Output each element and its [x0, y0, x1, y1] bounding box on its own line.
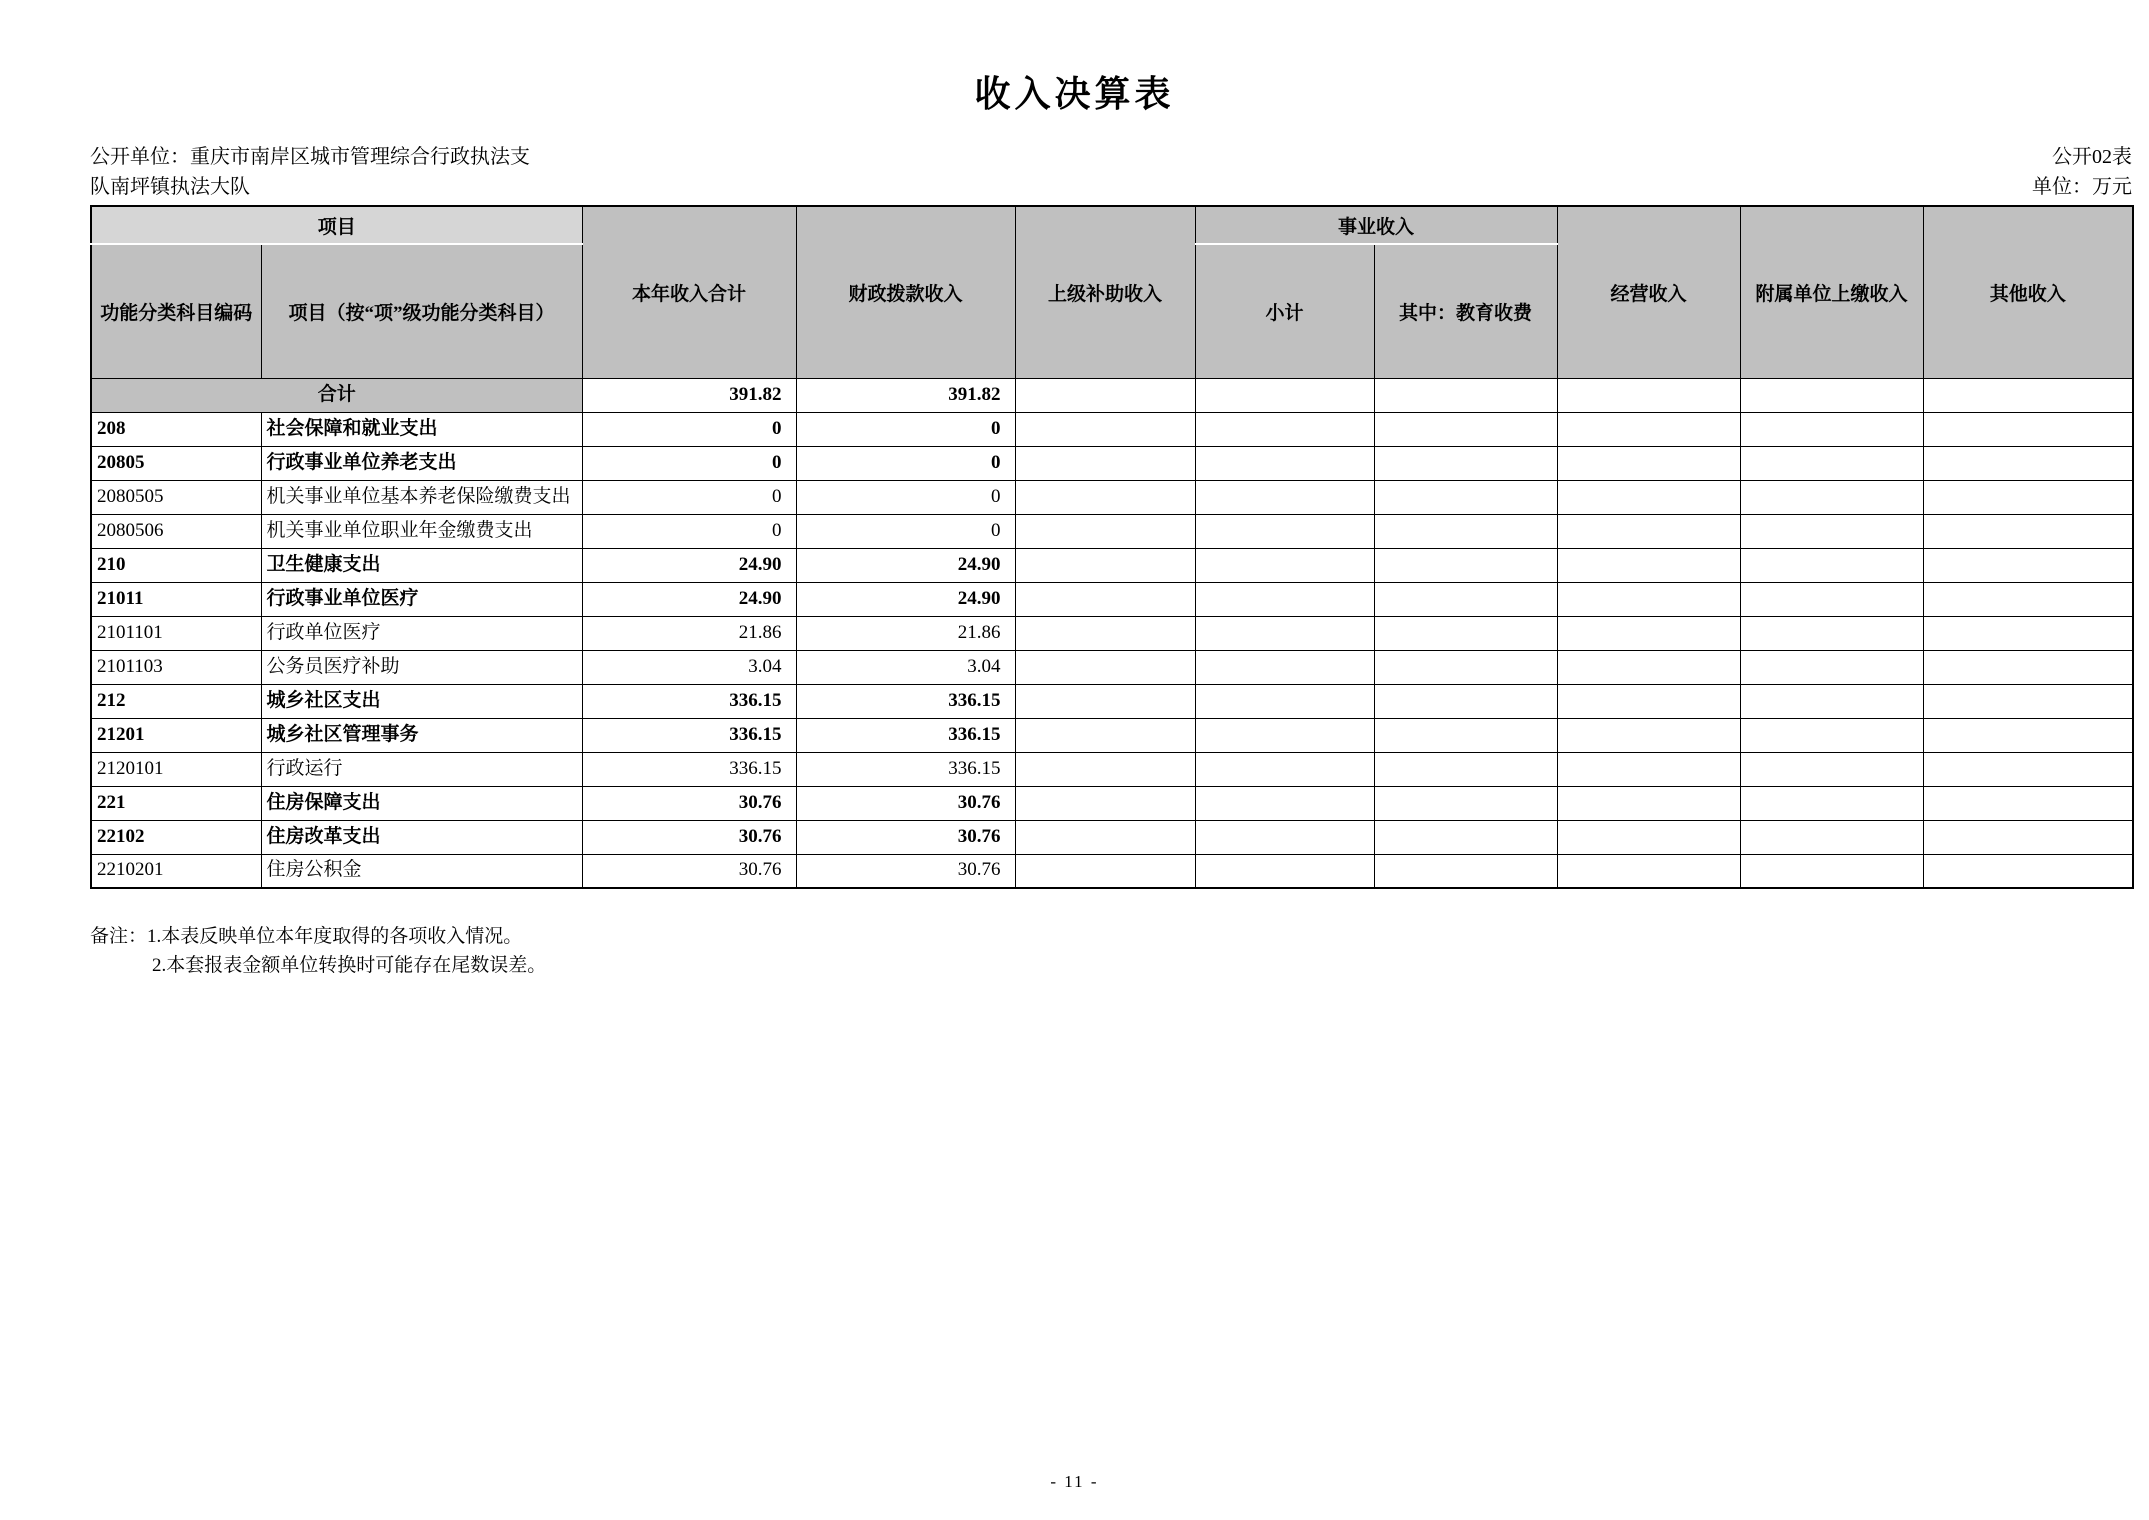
- row-item-name: 卫生健康支出: [261, 548, 582, 582]
- row-affiliated: [1740, 752, 1923, 786]
- table-row: [91, 650, 2133, 684]
- row-operating: [1557, 514, 1740, 548]
- row-subtotal: [1195, 548, 1374, 582]
- row-fiscal: 21.86: [796, 616, 1015, 650]
- row-other: [1923, 718, 2133, 752]
- row-subtotal: [1195, 514, 1374, 548]
- row-fiscal: 0: [796, 480, 1015, 514]
- header-operating-income: 经营收入: [1557, 206, 1740, 378]
- row-item-name: 住房公积金: [261, 854, 582, 888]
- header-item: 项目（按“项”级功能分类科目）: [261, 244, 582, 378]
- row-subtotal: [1195, 650, 1374, 684]
- row-function-code: 2210201: [91, 854, 261, 888]
- row-superior: [1015, 820, 1195, 854]
- row-superior: [1015, 684, 1195, 718]
- footnotes: [90, 922, 546, 981]
- row-year-total: 0: [582, 446, 796, 480]
- row-year-total: 24.90: [582, 582, 796, 616]
- total-superior: [1015, 378, 1195, 412]
- total-row: [91, 378, 2133, 412]
- row-superior: [1015, 752, 1195, 786]
- currency-unit-label: 单位：万元: [2032, 176, 2132, 198]
- row-fiscal: 336.15: [796, 684, 1015, 718]
- publishing-unit-line2: 队南坪镇执法大队: [90, 176, 250, 198]
- table-row: [91, 718, 2133, 752]
- row-operating: [1557, 616, 1740, 650]
- row-operating: [1557, 752, 1740, 786]
- table-row: [91, 514, 2133, 548]
- total-other: [1923, 378, 2133, 412]
- row-other: [1923, 480, 2133, 514]
- header-function-code: 功能分类科目编码: [91, 244, 261, 378]
- row-function-code: 2080506: [91, 514, 261, 548]
- row-superior: [1015, 650, 1195, 684]
- row-affiliated: [1740, 650, 1923, 684]
- header-subtotal: 小计: [1195, 244, 1374, 378]
- table-row: [91, 854, 2133, 888]
- row-affiliated: [1740, 582, 1923, 616]
- publishing-unit-line1: 公开单位：重庆市南岸区城市管理综合行政执法支: [90, 146, 530, 168]
- row-education: [1374, 786, 1557, 820]
- table-row: [91, 616, 2133, 650]
- row-function-code: 22102: [91, 820, 261, 854]
- row-affiliated: [1740, 412, 1923, 446]
- row-subtotal: [1195, 718, 1374, 752]
- table-row: [91, 412, 2133, 446]
- row-operating: [1557, 684, 1740, 718]
- sheet-number-label: 公开02表: [2052, 146, 2132, 168]
- row-education: [1374, 480, 1557, 514]
- row-operating: [1557, 786, 1740, 820]
- header-education-fee: 其中：教育收费: [1374, 244, 1557, 378]
- row-fiscal: 0: [796, 412, 1015, 446]
- row-function-code: 2120101: [91, 752, 261, 786]
- row-other: [1923, 786, 2133, 820]
- row-superior: [1015, 718, 1195, 752]
- table-row: [91, 480, 2133, 514]
- row-other: [1923, 684, 2133, 718]
- row-operating: [1557, 412, 1740, 446]
- row-subtotal: [1195, 854, 1374, 888]
- row-superior: [1015, 548, 1195, 582]
- total-year-total: 391.82: [582, 378, 796, 412]
- row-other: [1923, 514, 2133, 548]
- row-year-total: 0: [582, 480, 796, 514]
- row-affiliated: [1740, 514, 1923, 548]
- row-item-name: 行政事业单位养老支出: [261, 446, 582, 480]
- row-education: [1374, 718, 1557, 752]
- row-year-total: 336.15: [582, 718, 796, 752]
- row-item-name: 城乡社区支出: [261, 684, 582, 718]
- row-affiliated: [1740, 616, 1923, 650]
- row-item-name: 行政事业单位医疗: [261, 582, 582, 616]
- row-subtotal: [1195, 582, 1374, 616]
- row-fiscal: 0: [796, 514, 1015, 548]
- row-subtotal: [1195, 820, 1374, 854]
- row-year-total: 0: [582, 514, 796, 548]
- row-function-code: 2101101: [91, 616, 261, 650]
- row-operating: [1557, 718, 1740, 752]
- row-affiliated: [1740, 480, 1923, 514]
- total-affiliated: [1740, 378, 1923, 412]
- row-operating: [1557, 480, 1740, 514]
- row-other: [1923, 616, 2133, 650]
- header-group-row: [91, 206, 2133, 244]
- income-final-accounts-table: [90, 205, 2134, 889]
- row-fiscal: 24.90: [796, 582, 1015, 616]
- row-subtotal: [1195, 480, 1374, 514]
- row-fiscal: 24.90: [796, 548, 1015, 582]
- row-affiliated: [1740, 820, 1923, 854]
- page-title: 收入决算表: [974, 74, 1175, 114]
- row-fiscal: 336.15: [796, 752, 1015, 786]
- table-row: [91, 786, 2133, 820]
- row-function-code: 20805: [91, 446, 261, 480]
- row-education: [1374, 412, 1557, 446]
- row-affiliated: [1740, 718, 1923, 752]
- total-operating: [1557, 378, 1740, 412]
- row-affiliated: [1740, 786, 1923, 820]
- row-subtotal: [1195, 446, 1374, 480]
- row-item-name: 社会保障和就业支出: [261, 412, 582, 446]
- row-other: [1923, 820, 2133, 854]
- row-affiliated: [1740, 446, 1923, 480]
- footnote-2: 2.本套报表金额单位转换时可能存在尾数误差。: [152, 955, 547, 977]
- row-affiliated: [1740, 548, 1923, 582]
- row-education: [1374, 854, 1557, 888]
- row-operating: [1557, 854, 1740, 888]
- row-fiscal: 30.76: [796, 820, 1015, 854]
- row-year-total: 336.15: [582, 684, 796, 718]
- header-other-income: 其他收入: [1923, 206, 2133, 378]
- row-fiscal: 336.15: [796, 718, 1015, 752]
- row-function-code: 21011: [91, 582, 261, 616]
- sheet-info: [1832, 142, 2132, 202]
- row-education: [1374, 548, 1557, 582]
- total-education: [1374, 378, 1557, 412]
- row-other: [1923, 582, 2133, 616]
- row-superior: [1015, 412, 1195, 446]
- row-item-name: 公务员医疗补助: [261, 650, 582, 684]
- row-superior: [1015, 616, 1195, 650]
- row-operating: [1557, 650, 1740, 684]
- row-education: [1374, 820, 1557, 854]
- row-superior: [1015, 854, 1195, 888]
- row-operating: [1557, 582, 1740, 616]
- row-subtotal: [1195, 684, 1374, 718]
- row-subtotal: [1195, 616, 1374, 650]
- row-fiscal: 3.04: [796, 650, 1015, 684]
- row-item-name: 机关事业单位基本养老保险缴费支出: [261, 480, 582, 514]
- row-function-code: 21201: [91, 718, 261, 752]
- row-year-total: 0: [582, 412, 796, 446]
- row-other: [1923, 650, 2133, 684]
- row-year-total: 21.86: [582, 616, 796, 650]
- row-superior: [1015, 446, 1195, 480]
- row-item-name: 住房改革支出: [261, 820, 582, 854]
- page-number: - 11 -: [1050, 1472, 1099, 1491]
- table-row: [91, 752, 2133, 786]
- row-education: [1374, 616, 1557, 650]
- row-fiscal: 0: [796, 446, 1015, 480]
- table-row: [91, 446, 2133, 480]
- row-function-code: 221: [91, 786, 261, 820]
- row-education: [1374, 752, 1557, 786]
- row-function-code: 212: [91, 684, 261, 718]
- row-affiliated: [1740, 684, 1923, 718]
- row-item-name: 行政单位医疗: [261, 616, 582, 650]
- row-year-total: 30.76: [582, 854, 796, 888]
- table-row: [91, 684, 2133, 718]
- table-row: [91, 582, 2133, 616]
- row-superior: [1015, 582, 1195, 616]
- row-function-code: 210: [91, 548, 261, 582]
- total-fiscal: 391.82: [796, 378, 1015, 412]
- row-other: [1923, 752, 2133, 786]
- header-affiliated-income: 附属单位上缴收入: [1740, 206, 1923, 378]
- table-body: [91, 378, 2133, 888]
- row-other: [1923, 446, 2133, 480]
- row-year-total: 24.90: [582, 548, 796, 582]
- total-subtotal: [1195, 378, 1374, 412]
- header-project-group: 项目: [91, 206, 582, 244]
- row-function-code: 208: [91, 412, 261, 446]
- row-year-total: 336.15: [582, 752, 796, 786]
- header-business-income-group: 事业收入: [1195, 206, 1557, 244]
- row-superior: [1015, 480, 1195, 514]
- row-superior: [1015, 786, 1195, 820]
- row-item-name: 机关事业单位职业年金缴费支出: [261, 514, 582, 548]
- row-item-name: 行政运行: [261, 752, 582, 786]
- row-operating: [1557, 446, 1740, 480]
- row-fiscal: 30.76: [796, 786, 1015, 820]
- row-education: [1374, 582, 1557, 616]
- publishing-unit: [90, 142, 545, 202]
- row-affiliated: [1740, 854, 1923, 888]
- row-operating: [1557, 820, 1740, 854]
- row-year-total: 30.76: [582, 786, 796, 820]
- row-year-total: 3.04: [582, 650, 796, 684]
- row-other: [1923, 548, 2133, 582]
- row-subtotal: [1195, 752, 1374, 786]
- row-superior: [1015, 514, 1195, 548]
- table-row: [91, 548, 2133, 582]
- row-item-name: 住房保障支出: [261, 786, 582, 820]
- footnote-1: 备注：1.本表反映单位本年度取得的各项收入情况。: [90, 926, 523, 947]
- row-education: [1374, 514, 1557, 548]
- row-year-total: 30.76: [582, 820, 796, 854]
- header-superior-subsidy: 上级补助收入: [1015, 206, 1195, 378]
- row-function-code: 2080505: [91, 480, 261, 514]
- row-operating: [1557, 548, 1740, 582]
- row-subtotal: [1195, 786, 1374, 820]
- table-row: [91, 820, 2133, 854]
- header-fiscal-appropriation: 财政拨款收入: [796, 206, 1015, 378]
- header-year-total: 本年收入合计: [582, 206, 796, 378]
- row-education: [1374, 684, 1557, 718]
- row-education: [1374, 446, 1557, 480]
- row-other: [1923, 412, 2133, 446]
- row-subtotal: [1195, 412, 1374, 446]
- row-item-name: 城乡社区管理事务: [261, 718, 582, 752]
- row-fiscal: 30.76: [796, 854, 1015, 888]
- row-function-code: 2101103: [91, 650, 261, 684]
- row-education: [1374, 650, 1557, 684]
- row-other: [1923, 854, 2133, 888]
- total-row-label: 合计: [91, 378, 582, 412]
